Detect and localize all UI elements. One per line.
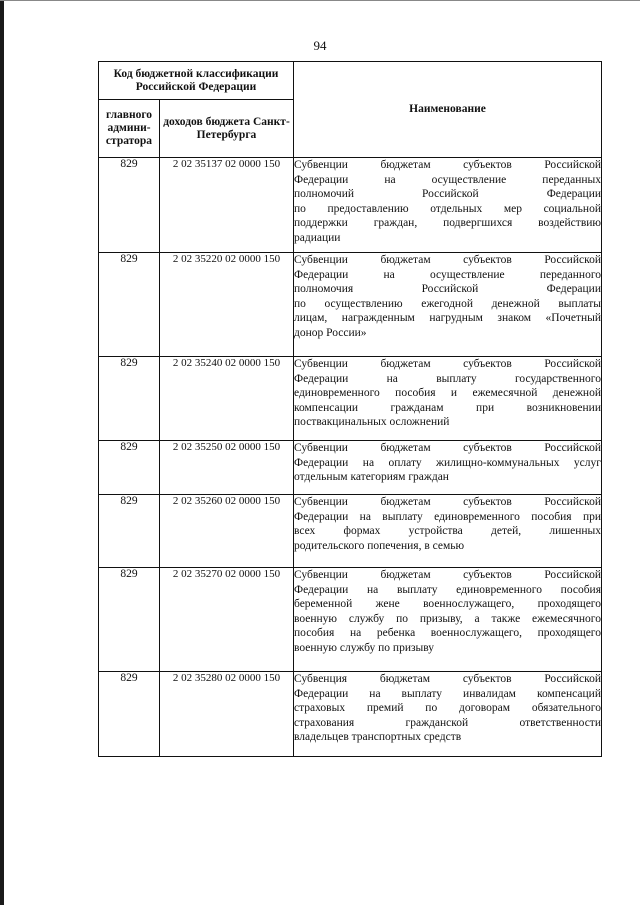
name-cell [294, 495, 602, 568]
classification-header: Код бюджетной классификации Российской Федерации [99, 62, 294, 100]
name-cell [294, 253, 602, 357]
table-row [99, 672, 602, 757]
income-code-cell: 2 02 35240 02 0000 150 [160, 357, 294, 441]
admin-code-cell: 829 [99, 495, 160, 568]
income-code-cell: 2 02 35280 02 0000 150 [160, 672, 294, 757]
income-code-cell: 2 02 35270 02 0000 150 [160, 568, 294, 672]
name-line: донор России» [294, 326, 367, 339]
name-line: Федерации на оплату жилищно-коммунальных услуг [294, 456, 601, 469]
name-cell [294, 158, 602, 253]
name-line: компенсации гражданам при возникновении [294, 401, 601, 414]
admin-code-cell: 829 [99, 672, 160, 757]
name-line: радиации [294, 231, 341, 244]
table-row [99, 568, 602, 672]
name-cell [294, 357, 602, 441]
admin-code-cell: 829 [99, 441, 160, 495]
name-line: полномочий Российской Федерации [294, 188, 601, 201]
name-line: Федерации на осуществление переданных [294, 173, 601, 186]
name-cell [294, 672, 602, 757]
page-number: 94 [313, 38, 327, 53]
name-line: страхования гражданской ответственности [294, 716, 601, 729]
admin-code-cell: 829 [99, 253, 160, 357]
table-row [99, 357, 602, 441]
income-code-cell: 2 02 35137 02 0000 150 [160, 158, 294, 253]
name-line: Федерации на выплату инвалидам компенсаций [294, 687, 601, 700]
name-line: единовременного пособия и ежемесячной денежной [294, 387, 601, 400]
income-code-cell: 2 02 35250 02 0000 150 [160, 441, 294, 495]
name-cell [294, 441, 602, 495]
name-line: Субвенции бюджетам субъектов Российской [294, 159, 601, 171]
name-line: поствакцинальных осложнений [294, 416, 450, 429]
name-line: Субвенции бюджетам субъектов Российской [294, 358, 601, 370]
income-column-header: доходов бюджета Санкт-Петербурга [160, 100, 294, 158]
admin-column-header: главного админи-стратора [99, 100, 160, 158]
name-line: Федерации на выплату государственного [294, 372, 601, 385]
name-line: Федерации на выплату единовременного пособия [294, 583, 601, 596]
name-line: по осуществлению ежегодной денежной выплаты [294, 297, 601, 310]
admin-code-cell: 829 [99, 357, 160, 441]
income-code-cell: 2 02 35220 02 0000 150 [160, 253, 294, 357]
table-row [99, 253, 602, 357]
name-line: беременной жене военнослужащего, проходящего [294, 598, 601, 611]
name-line: Субвенции бюджетам субъектов Российской [294, 496, 601, 508]
scan-left-edge [0, 0, 4, 905]
name-line: по предоставлению отдельных мер социальной [294, 202, 601, 215]
name-line: пособия на ребенка военнослужащего, проходящего [294, 627, 601, 640]
name-line: владельцев транспортных средств [294, 731, 462, 744]
name-line: Федерации на осуществление переданного [294, 268, 601, 281]
admin-code-cell: 829 [99, 568, 160, 672]
name-line: военную службу по призыву [294, 641, 435, 654]
table-row [99, 441, 602, 495]
name-line: Субвенции бюджетам субъектов Российской [294, 254, 601, 266]
name-line: военную службу по призыву, а также ежемесячного [294, 612, 601, 625]
name-line: Субвенции бюджетам субъектов Российской [294, 569, 601, 581]
table-row [99, 495, 602, 568]
name-line: поддержки граждан, подвергшихся воздействию [294, 217, 601, 230]
name-line: Субвенции бюджетам субъектов Российской [294, 442, 601, 454]
name-line: лицам, награжденным нагрудным знаком «Почетный [294, 312, 601, 325]
table-body [99, 158, 602, 757]
name-line: Субвенция бюджетам субъектов Российской [294, 673, 601, 685]
admin-code-cell: 829 [99, 158, 160, 253]
name-line: родительского попечения, в семью [294, 539, 465, 552]
budget-classification-table [98, 61, 602, 757]
table-row [99, 158, 602, 253]
name-line: страховых премий по договорам обязательного [294, 702, 601, 715]
name-column-header: Наименование [294, 62, 602, 158]
header-row-1 [99, 62, 602, 100]
name-line: всех формах устройства детей, лишенных [294, 525, 601, 538]
name-cell [294, 568, 602, 672]
name-line: полномочия Российской Федерации [294, 283, 601, 296]
name-line: отдельным категориям граждан [294, 471, 449, 484]
scan-top-edge [0, 0, 640, 1]
name-line: Федерации на выплату единовременного пособия при [294, 510, 601, 523]
income-code-cell: 2 02 35260 02 0000 150 [160, 495, 294, 568]
